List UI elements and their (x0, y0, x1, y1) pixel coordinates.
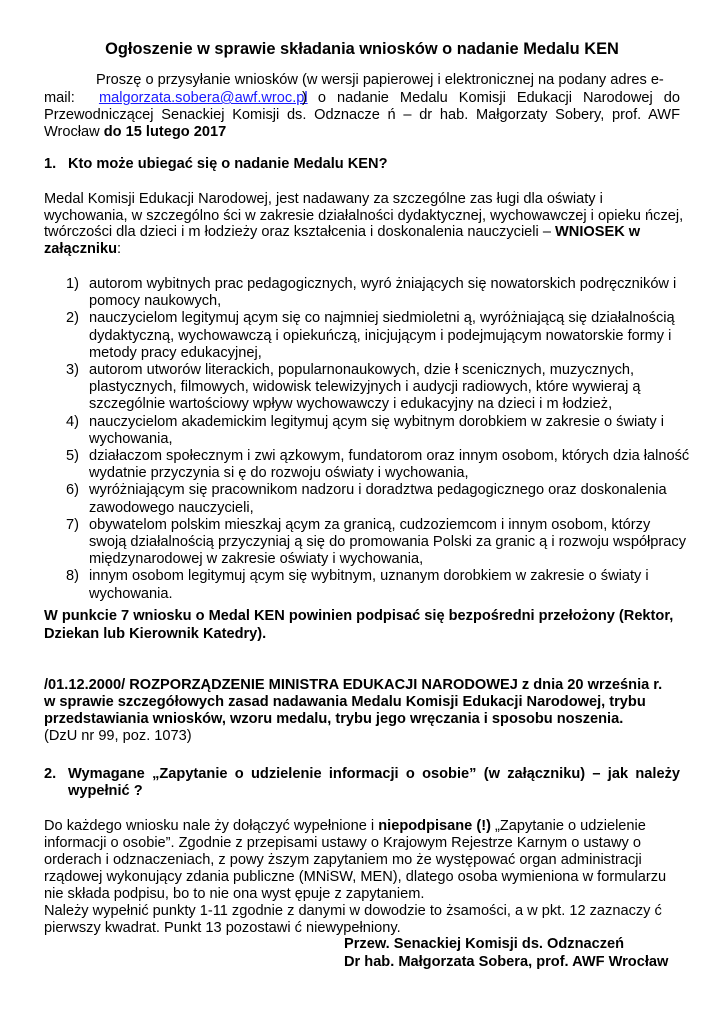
list-item-number: 6) (66, 482, 79, 499)
list-item-line: innym osobom legitymuj ącym się wybitnym, uznanym dorobkiem w zakresie o światy i (89, 568, 649, 585)
wniosek-label: WNIOSEK w (555, 224, 641, 240)
note-line-2: Dziekan lub Kierownik Katedry). (44, 626, 267, 642)
regulation-line-1: /01.12.2000/ ROZPORZĄDZENIE MINISTRA EDUKACJI NARODOWEJ z dnia 20 września r. (44, 677, 663, 693)
section1-heading (44, 156, 680, 173)
list-item-number: 8) (66, 568, 79, 585)
email-link[interactable]: malgorzata.sobera@awf.wroc.pl (98, 90, 308, 106)
section1-para-line-3-text: twórczości dla dzieci i m łodzieży oraz kształcenia i doskonalenia nauczycieli – (44, 224, 551, 240)
deadline: do 15 lutego 2017 (103, 124, 227, 140)
list-item-line: autorom wybitnych prac pedagogicznych, wyró żniających się nowatorskich podręczników i (89, 276, 677, 292)
list-item-line: obywatelom polskim mieszkaj ącym za granicą, cudzoziemcom i innym osobom, którzy (89, 516, 651, 533)
list-item-number: 3) (66, 362, 79, 378)
list-item-line: nauczycielom akademickim legitymuj ącym się wybitnym dorobkiem w zakresie o światy i (89, 413, 665, 430)
section1-number: 1. (44, 156, 57, 172)
list-item-line: dydaktyczną, wychowawczą i opiekuńczą, inicjującym i podejmującym nowatorskie formy i (89, 327, 672, 344)
list-item-line: pomocy naukowych, (89, 293, 222, 310)
regulation-line-3: przedstawiania wniosków, wzoru medalu, trybu jego wręczania i sposobu noszenia. (44, 711, 624, 727)
section2-line-6: Należy wypełnić punkty 1-11 zgodnie z danymi w dowodzie to żsamości, a w pkt. 12 zaznaczy ć (44, 903, 662, 919)
signature-name: Dr hab. Małgorzata Sobera, prof. AWF Wrocław (344, 954, 669, 970)
list-item-line: wydatnie przyczynia si ę do rozwoju oświaty i wychowania, (89, 465, 469, 482)
regulation-source: (DzU nr 99, poz. 1073) (44, 728, 192, 744)
colon: : (117, 241, 122, 257)
signature-title: Przew. Senackiej Komisji ds. Odznaczeń (344, 936, 625, 952)
list-item-line: plastycznych, filmowych, widowisk telewizyjnych i audycji radiowych, które wywieraj ą (89, 379, 641, 396)
section2-p1-suffix: „Zapytanie o udzielenie (495, 818, 646, 834)
section2-number: 2. (44, 766, 57, 782)
list-item-line: wyróżniającym się pracownikom nadzoru i doradztwa pedagogicznego oraz doskonalenia (89, 482, 667, 499)
intro-line-3: Przewodniczącej Senackiej Komisji ds. Odznacze ń – dr hab. Małgorzaty Sobery, prof. AWF (44, 107, 680, 123)
list-item-line: zawodowego nauczycieli, (89, 499, 254, 516)
list-item-number: 2) (66, 310, 79, 327)
list-item-line: nauczycielom legitymuj ącym się co najmniej siedmioletni ą, wyróżniającą się działalnością (89, 310, 675, 327)
list-item-number: 7) (66, 516, 79, 533)
intro-city: Wrocław (44, 124, 100, 140)
section1-para-line-3 (44, 224, 680, 241)
list-item-line: swoją działalnością przyczyniaj ą się do promowania Polski za granic ą i rozwoju współpracy (89, 534, 686, 550)
note-line-1: W punkcie 7 wniosku o Medal KEN powinien podpisać się bezpośredni przełożony (Rektor, (44, 608, 674, 624)
zalacznik-label: załączniku (44, 241, 117, 257)
section2-line-1 (44, 818, 680, 835)
list-item-line: działaczom społecznym i zwi ązkowym, fundatorom oraz innym osobom, których dzia łalność (89, 448, 690, 464)
section1-para-line-4 (44, 241, 680, 258)
intro-line-1: Proszę o przysyłanie wniosków (w wersji papierowej i elektronicznej na podany adres e- (96, 72, 664, 88)
list-item-line: wychowania. (89, 585, 173, 602)
list-item-line: szczególnie wartościowy wpływ wychowawczy i edukacyjny na dzieci i m łodzież, (89, 396, 613, 413)
intro-mail-prefix: mail: (44, 90, 75, 106)
list-item-number: 4) (66, 413, 79, 430)
section2-line-5: nie składa podpisu, bo to nie ona wyst ępuje z zapytaniem. (44, 886, 425, 902)
list-item-line: międzynarodowej w zakresie oświaty i wychowania, (89, 551, 424, 568)
list-item-line: wychowania, (89, 430, 173, 447)
intro-line-2-rest: ) o nadanie Medalu Komisji Edukacji Narodowej do (302, 90, 680, 106)
regulation-line-2: w sprawie szczegółowych zasad nadawania Medalu Komisji Edukacji Narodowej, trybu (44, 694, 646, 710)
section1-para-line-1: Medal Komisji Edukacji Narodowej, jest nadawany za szczególne zas ługi dla oświaty i (44, 191, 603, 207)
list-item-number: 5) (66, 448, 79, 464)
section2-line-3: orderach i odznaczeniach, z powy ższym zapytaniem mo że występować organ administracji (44, 852, 642, 868)
list-item-line: autorom utworów literackich, popularnonaukowych, dzie ł scenicznych, muzycznych, (89, 362, 635, 378)
section1-heading-text: Kto może ubiegać się o nadanie Medalu KEN? (68, 156, 388, 172)
section2-line-2: informacji o osobie”. Zgodnie z przepisami ustawy o Krajowym Rejestrze Karnym o ustawy o (44, 835, 641, 851)
section2-line-7: pierwszy kwadrat. Punkt 13 pozostawi ć niewypełniony. (44, 920, 401, 936)
section2-heading-line-2: wypełnić ? (68, 783, 143, 799)
intro-line-4 (44, 124, 680, 141)
section2-p1-prefix: Do każdego wniosku nale ży dołączyć wypełnione i (44, 818, 375, 834)
unsigned-note: niepodpisane (!) (378, 818, 491, 834)
document-title: Ogłoszenie w sprawie składania wniosków o nadanie Medalu KEN (105, 40, 619, 58)
list-item-line: metody pracy edukacyjnej, (89, 344, 262, 361)
section2-heading (44, 766, 680, 783)
section2-line-4: rządowej wykonujący zdania publiczne (MNiSW, MEN), dlatego osoba wymieniona w formularzu (44, 869, 667, 885)
section1-para-line-2: wychowania, w szczególno ści w zakresie działalności dydaktycznej, wychowawczej i opieku ńczej, (44, 208, 684, 224)
section2-heading-line-1: Wymagane „Zapytanie o udzielenie informacji o osobie” (w załączniku) – jak należy (68, 766, 680, 782)
list-item-number: 1) (66, 276, 79, 292)
intro-line-2 (44, 90, 680, 107)
